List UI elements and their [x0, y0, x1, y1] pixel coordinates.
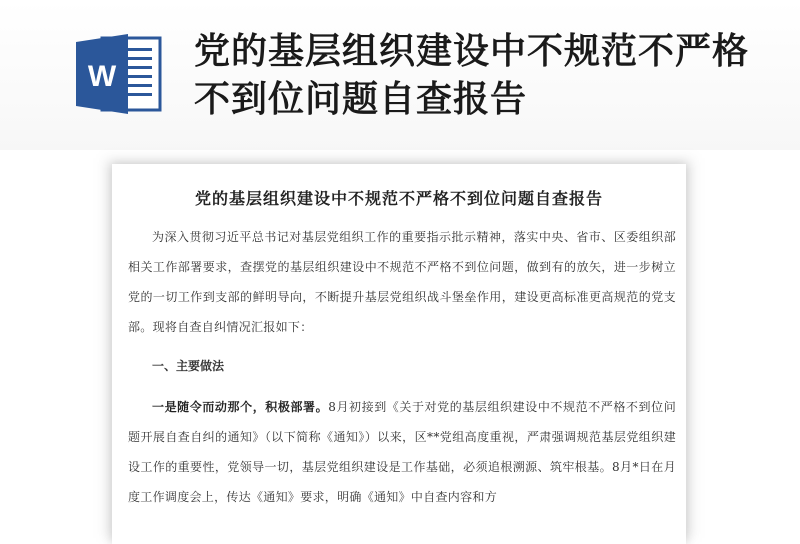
- subsection-body: 8月初接到《关于对党的基层组织建设中不规范不严格不到位问题开展自查自纠的通知》（以下简称《通知》）以来，区**党组高度重视，严肃强调规范基层党组织建设工作的重要性，党领导一切，基层党组织建设是工作基础，必须追根溯源、筑牢根基。8月*日在月度工作调度会上，传达《通知》要求，明确《通知》中自查内容和方: [128, 400, 676, 504]
- subsection-paragraph: [128, 392, 676, 512]
- section-heading: 一、主要做法: [152, 359, 225, 373]
- document-title: 党的基层组织建设中不规范不严格不到位问题自查报告: [194, 189, 603, 208]
- document-page: [112, 164, 686, 544]
- page-title: 党的基层组织建设中不规范不严格不到位问题自查报告: [194, 31, 750, 120]
- svg-text:W: W: [87, 60, 117, 93]
- subsection-lead: 一是随令而动那个，积极部署。: [152, 400, 329, 414]
- word-document-icon: [76, 32, 164, 116]
- header-banner: [0, 0, 800, 150]
- intro-paragraph: 为深入贯彻习近平总书记对基层党组织工作的重要指示批示精神，落实中央、省市、区委组织部相关工作部署要求，查摆党的基层组织建设中不规范不严格不到位问题，做到有的放矢，进一步树立党的一切工作到支部的鲜明导向，不断提升基层党组织战斗堡垒作用，建设更高标准更高规范的党支部。现将自查自纠情况汇报如下：: [128, 230, 676, 334]
